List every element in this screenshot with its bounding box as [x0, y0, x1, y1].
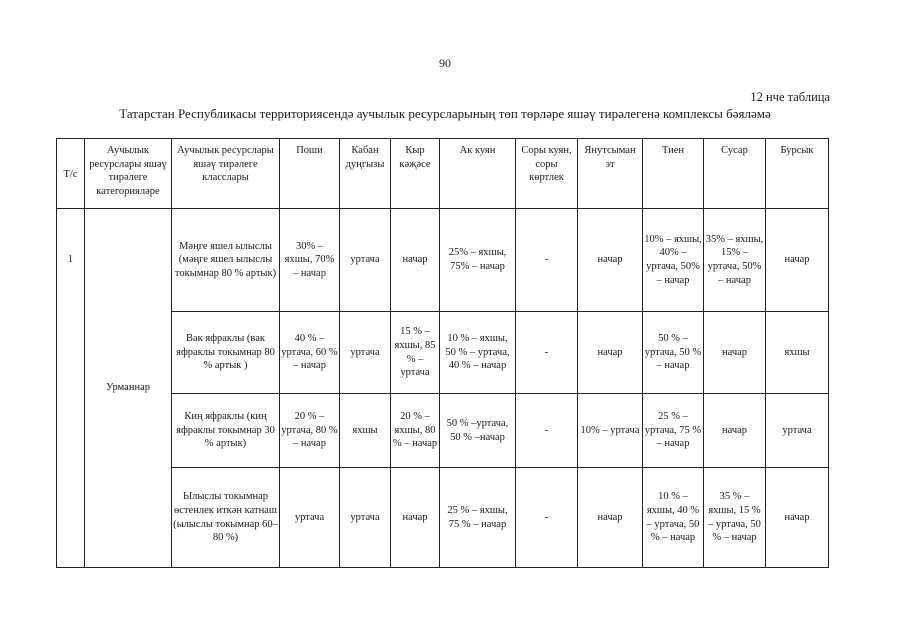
table-cell: начар: [578, 312, 643, 394]
class-cell: Ылыслы токымнар өстенлек иткән катнаш (ылыслы токымнар 60–80 %): [172, 468, 280, 568]
table-heading: Татарстан Республикасы территориясендә аучылык ресурсларының төп төрләре яшәү тирәлегенә комплексы бәяләмә: [119, 106, 771, 121]
table-cell: 10 % – яхшы, 50 % – уртача, 40 % – начар: [440, 312, 516, 394]
column-header-brown-hare: Соры куян, соры көртлек: [516, 139, 578, 209]
table-header-row: [57, 139, 829, 209]
table-cell: 40 % – уртача, 60 % – начар: [280, 312, 340, 394]
table-row: [57, 209, 829, 312]
table-cell: уртача: [280, 468, 340, 568]
table-cell: 35 % – яхшы, 15 % – уртача, 50 % – начар: [704, 468, 766, 568]
column-header-category: Аучылык ресурслары яшәү тирәлеге категорияләре: [85, 139, 172, 209]
table-cell: 50 % – уртача, 50 % – начар: [643, 312, 704, 394]
table-cell: -: [516, 468, 578, 568]
class-cell: Киң яфраклы (киң яфраклы токымнар 30 % артык): [172, 394, 280, 468]
table-cell: 20 % – уртача, 80 % – начар: [280, 394, 340, 468]
column-header-badger: Бурсык: [766, 139, 829, 209]
column-header-squirrel: Тиен: [643, 139, 704, 209]
row-number: 1: [57, 209, 85, 568]
class-cell: Вак яфраклы (вак яфраклы токымнар 80 % артык ): [172, 312, 280, 394]
table-cell: начар: [391, 468, 440, 568]
table-cell: 15 % – яхшы, 85 % – уртача: [391, 312, 440, 394]
category-cell: Урманнар: [85, 209, 172, 568]
table-cell: уртача: [340, 312, 391, 394]
table-row: [57, 312, 829, 394]
column-header-moose: Поши: [280, 139, 340, 209]
table-cell: уртача: [340, 209, 391, 312]
table-cell: яхшы: [766, 312, 829, 394]
table-row: [57, 468, 829, 568]
table-caption: 12 нче таблица: [750, 90, 830, 104]
table-cell: начар: [766, 209, 829, 312]
column-header-roe-deer: Кыр кәҗәсе: [391, 139, 440, 209]
column-header-wild-boar: Кабан дуңгызы: [340, 139, 391, 209]
table-cell: 20 % – яхшы, 80 % – начар: [391, 394, 440, 468]
column-header-raccoon-dog: Янутсыман эт: [578, 139, 643, 209]
table-cell: начар: [391, 209, 440, 312]
class-cell: Мәңге яшел ылыслы (мәңге яшел ылыслы токымнар 80 % артык): [172, 209, 280, 312]
table-cell: начар: [766, 468, 829, 568]
table-cell: 25 % – яхшы, 75 % – начар: [440, 468, 516, 568]
table-cell: 30% – яхшы, 70% – начар: [280, 209, 340, 312]
table-cell: 25 % – уртача, 75 % – начар: [643, 394, 704, 468]
column-header-class: Аучылык ресурслары яшәү тирәлеге класслары: [172, 139, 280, 209]
column-header-marten: Сусар: [704, 139, 766, 209]
table-cell: -: [516, 394, 578, 468]
table-cell: начар: [704, 394, 766, 468]
table-cell: 25% – яхшы, 75% – начар: [440, 209, 516, 312]
column-header-number: Т/с: [57, 139, 85, 209]
table-cell: яхшы: [340, 394, 391, 468]
table-cell: 10% – уртача: [578, 394, 643, 468]
table-cell: уртача: [766, 394, 829, 468]
column-header-white-hare: Ак куян: [440, 139, 516, 209]
table-row: [57, 394, 829, 468]
table-cell: 35% – яхшы, 15% – уртача, 50% – начар: [704, 209, 766, 312]
table-cell: начар: [578, 468, 643, 568]
table-cell: -: [516, 209, 578, 312]
page-number: 90: [439, 56, 451, 70]
table-cell: 10% – яхшы, 40% – уртача, 50% – начар: [643, 209, 704, 312]
assessment-table: [56, 138, 829, 568]
table-cell: -: [516, 312, 578, 394]
table-cell: 10 % – яхшы, 40 % – уртача, 50 % – начар: [643, 468, 704, 568]
table-cell: начар: [704, 312, 766, 394]
table-cell: 50 % –уртача, 50 % –начар: [440, 394, 516, 468]
table-cell: начар: [578, 209, 643, 312]
table-cell: уртача: [340, 468, 391, 568]
